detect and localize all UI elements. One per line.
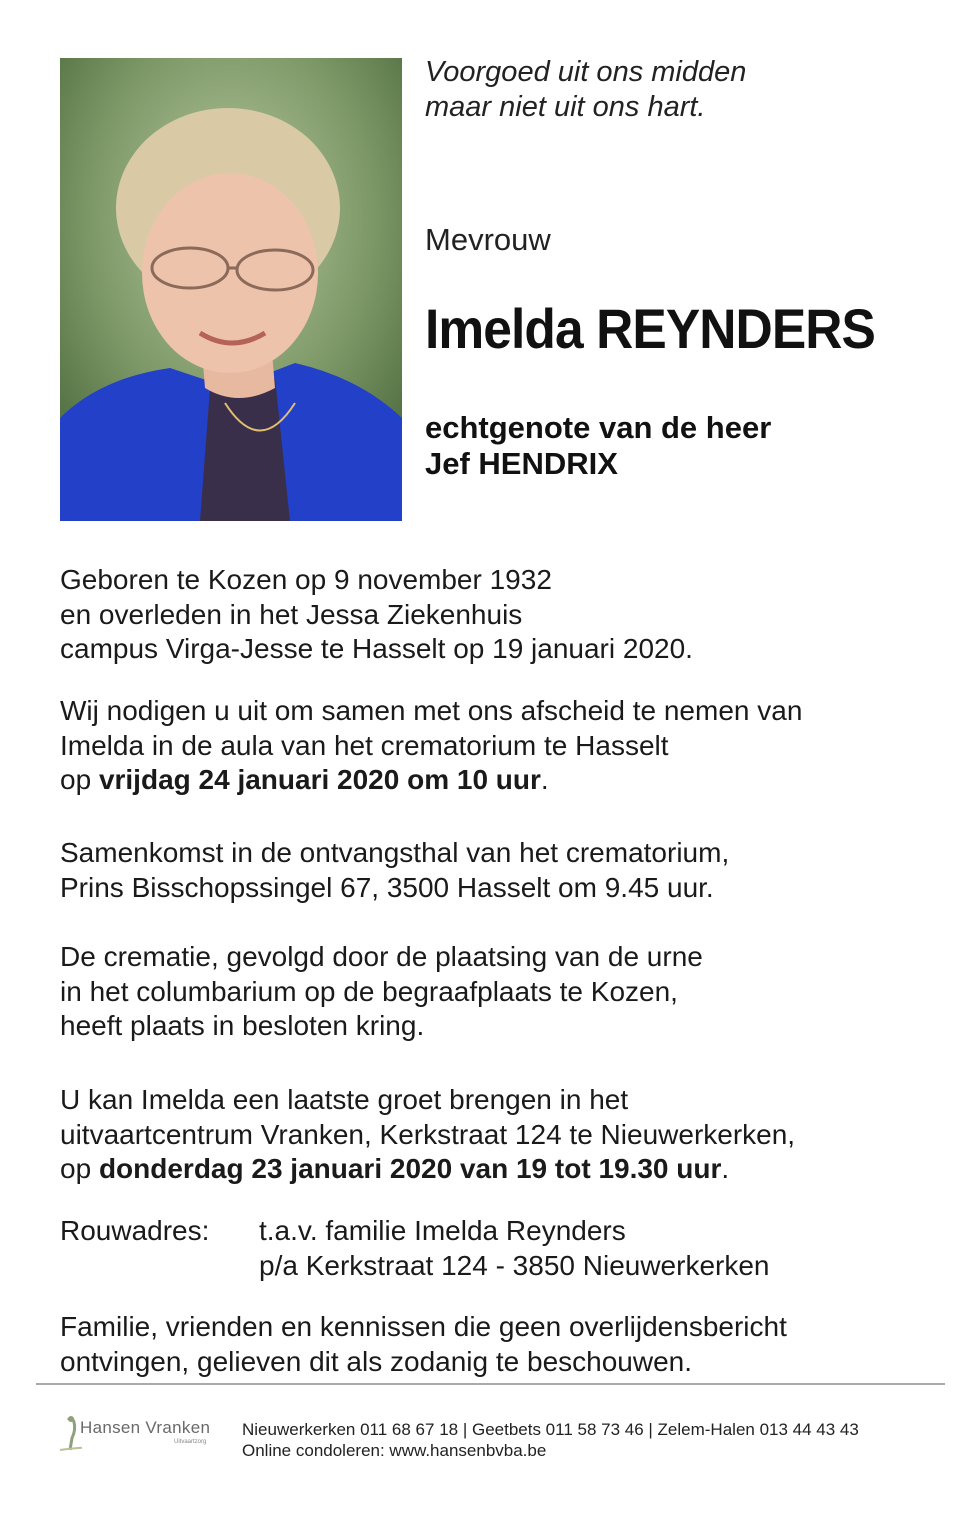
text-line: Samenkomst in de ontvangsthal van het crematorium,	[60, 837, 730, 868]
gathering-paragraph	[60, 836, 729, 905]
logo-tagline: Uitvaartzorg	[174, 1439, 207, 1445]
text-prefix: op	[60, 764, 99, 795]
text-line: Geboren te Kozen op 9 november 1932	[60, 564, 552, 595]
text-line: Wij nodigen u uit om samen met ons afscheid te nemen van	[60, 695, 803, 726]
invitation-paragraph	[60, 694, 802, 798]
birth-death-paragraph	[60, 563, 693, 667]
quote-line: Voorgoed uit ons midden	[425, 56, 747, 88]
text-prefix: op	[60, 1153, 99, 1184]
closing-paragraph	[60, 1310, 787, 1379]
text-line: U kan Imelda een laatste groet brengen in het	[60, 1084, 629, 1115]
text-line	[60, 1152, 795, 1187]
deceased-name: Imelda REYNDERS	[425, 297, 876, 360]
text-line: en overleden in het Jessa Ziekenhuis	[60, 598, 523, 630]
text-line: Imelda in de aula van het crematorium te Hasselt	[60, 729, 669, 761]
address-line: t.a.v. familie Imelda Reynders	[259, 1215, 626, 1246]
text-suffix: .	[721, 1153, 730, 1184]
footer-phones: Nieuwerkerken 011 68 67 18 | Geetbets 011 58 73 46 | Zelem-Halen 013 44 43 43	[242, 1420, 859, 1439]
logo-figure-icon	[58, 1414, 82, 1454]
text-line: heeft plaats in besloten kring.	[60, 1010, 425, 1041]
quote-line: maar niet uit ons hart.	[425, 91, 706, 123]
text-line	[60, 763, 802, 798]
footer-online[interactable]: Online condoleren: www.hansenbvba.be	[242, 1441, 547, 1460]
text-suffix: .	[540, 764, 549, 795]
spouse-info	[425, 410, 771, 482]
portrait-illustration	[60, 58, 402, 521]
text-line: Prins Bisschopssingel 67, 3500 Hasselt om 9.45 uur.	[60, 871, 714, 903]
honorific: Mevrouw	[425, 222, 551, 257]
text-line: ontvingen, gelieven dit als zodanig te beschouwen.	[60, 1345, 692, 1377]
logo-wordmark: Hansen Vranken	[80, 1418, 211, 1437]
visitation-datetime: donderdag 23 januari 2020 van 19 tot 19.30 uur	[98, 1153, 722, 1184]
address-line: p/a Kerkstraat 124 - 3850 Nieuwerkerken	[259, 1249, 770, 1281]
visitation-paragraph	[60, 1083, 795, 1187]
address-label: Rouwadres:	[60, 1215, 210, 1246]
spouse-line: Jef HENDRIX	[425, 446, 618, 481]
footer-contact	[242, 1419, 859, 1461]
portrait-photo	[60, 58, 402, 521]
cremation-paragraph	[60, 940, 703, 1044]
text-line: in het columbarium op de begraafplaats te Kozen,	[60, 975, 678, 1007]
text-line: Familie, vrienden en kennissen die geen overlijdensbericht	[60, 1311, 787, 1342]
text-line: campus Virga-Jesse te Hasselt op 19 januari 2020.	[60, 633, 693, 664]
text-line: uitvaartcentrum Vranken, Kerkstraat 124 te Nieuwerkerken,	[60, 1118, 796, 1150]
memorial-quote	[425, 55, 746, 125]
footer-divider	[36, 1383, 945, 1385]
funeral-home-logo	[58, 1414, 238, 1454]
address-value	[259, 1214, 770, 1283]
spouse-line: echtgenote van de heer	[425, 410, 772, 445]
ceremony-datetime: vrijdag 24 januari 2020 om 10 uur	[98, 764, 541, 795]
text-line: De crematie, gevolgd door de plaatsing van de urne	[60, 941, 703, 972]
